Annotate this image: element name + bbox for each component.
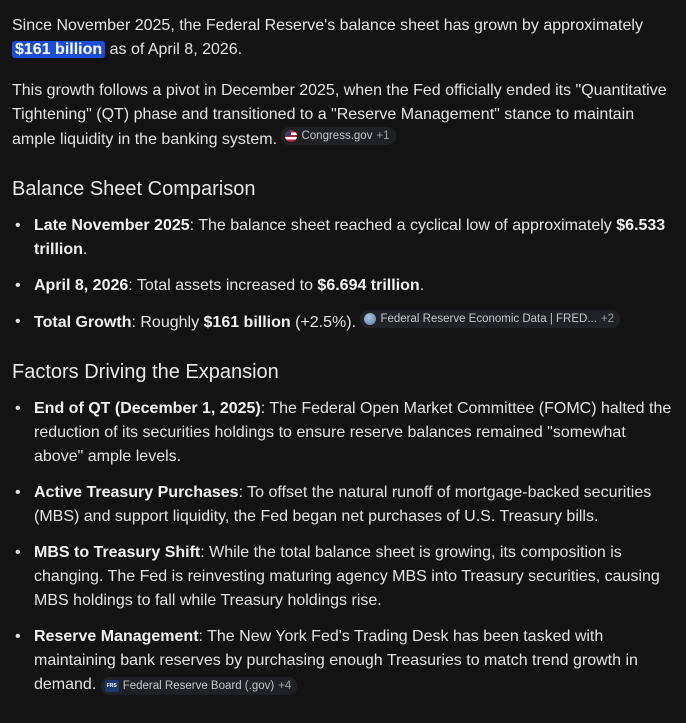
source-chip-frb[interactable]: FRS Federal Reserve Board (.gov) +4: [101, 677, 298, 695]
source-chip-congress[interactable]: Congress.gov +1: [281, 127, 395, 145]
comparison-list: [12, 214, 676, 335]
us-flag-icon: [285, 130, 297, 142]
context-paragraph: This growth follows a pivot in December 2025, when the Fed officially ended its "Quantitative Tightening" (QT) phase and transitioned to a "Reserve Management" stance to maintain ample liquidity in the banking system. Congress.gov +1: [12, 82, 667, 148]
factors-list: [12, 397, 676, 697]
list-item: • April 8, 2026: Total assets increased to $6.694 trillion.: [12, 274, 676, 298]
intro-paragraph: Since November 2025, the Federal Reserve's balance sheet has grown by approximately $161 billion as of April 8, 2026.: [12, 17, 643, 58]
list-item: • MBS to Treasury Shift: While the total balance sheet is growing, its composition is changing. The Fed is reinvesting maturing agency MBS into Treasury securities, causing MBS holdings to fall while Treasury holdings rise.: [12, 541, 676, 613]
list-item: • Late November 2025: The balance sheet reached a cyclical low of approximately $6.533 trillion.: [12, 214, 676, 262]
globe-icon: [364, 313, 376, 325]
section-heading-factors: Factors Driving the Expansion: [12, 361, 279, 383]
list-item: • Reserve Management: The New York Fed's Trading Desk has been tasked with maintaining bank reserves by purchasing enough Treasuries to match trend growth in demand. FRS Federal Reserve Board (.gov) +4: [12, 625, 676, 697]
list-item: • Total Growth: Roughly $161 billion (+2.5%). Federal Reserve Economic Data | FRED... +2: [12, 310, 676, 335]
list-item: • Active Treasury Purchases: To offset the natural runoff of mortgage-backed securities (MBS) and support liquidity, the Fed began net purchases of U.S. Treasury bills.: [12, 481, 676, 529]
source-chip-fred[interactable]: Federal Reserve Economic Data | FRED... +2: [360, 310, 620, 328]
list-item: • End of QT (December 1, 2025): The Federal Open Market Committee (FOMC) halted the reduction of its securities holdings to ensure reserve balances remained "somewhat above" ample levels.: [12, 397, 676, 469]
highlighted-amount: $161 billion: [12, 41, 105, 58]
section-heading-comparison: Balance Sheet Comparison: [12, 178, 256, 200]
response-content: [12, 14, 676, 709]
frs-logo-icon: FRS: [105, 680, 119, 692]
